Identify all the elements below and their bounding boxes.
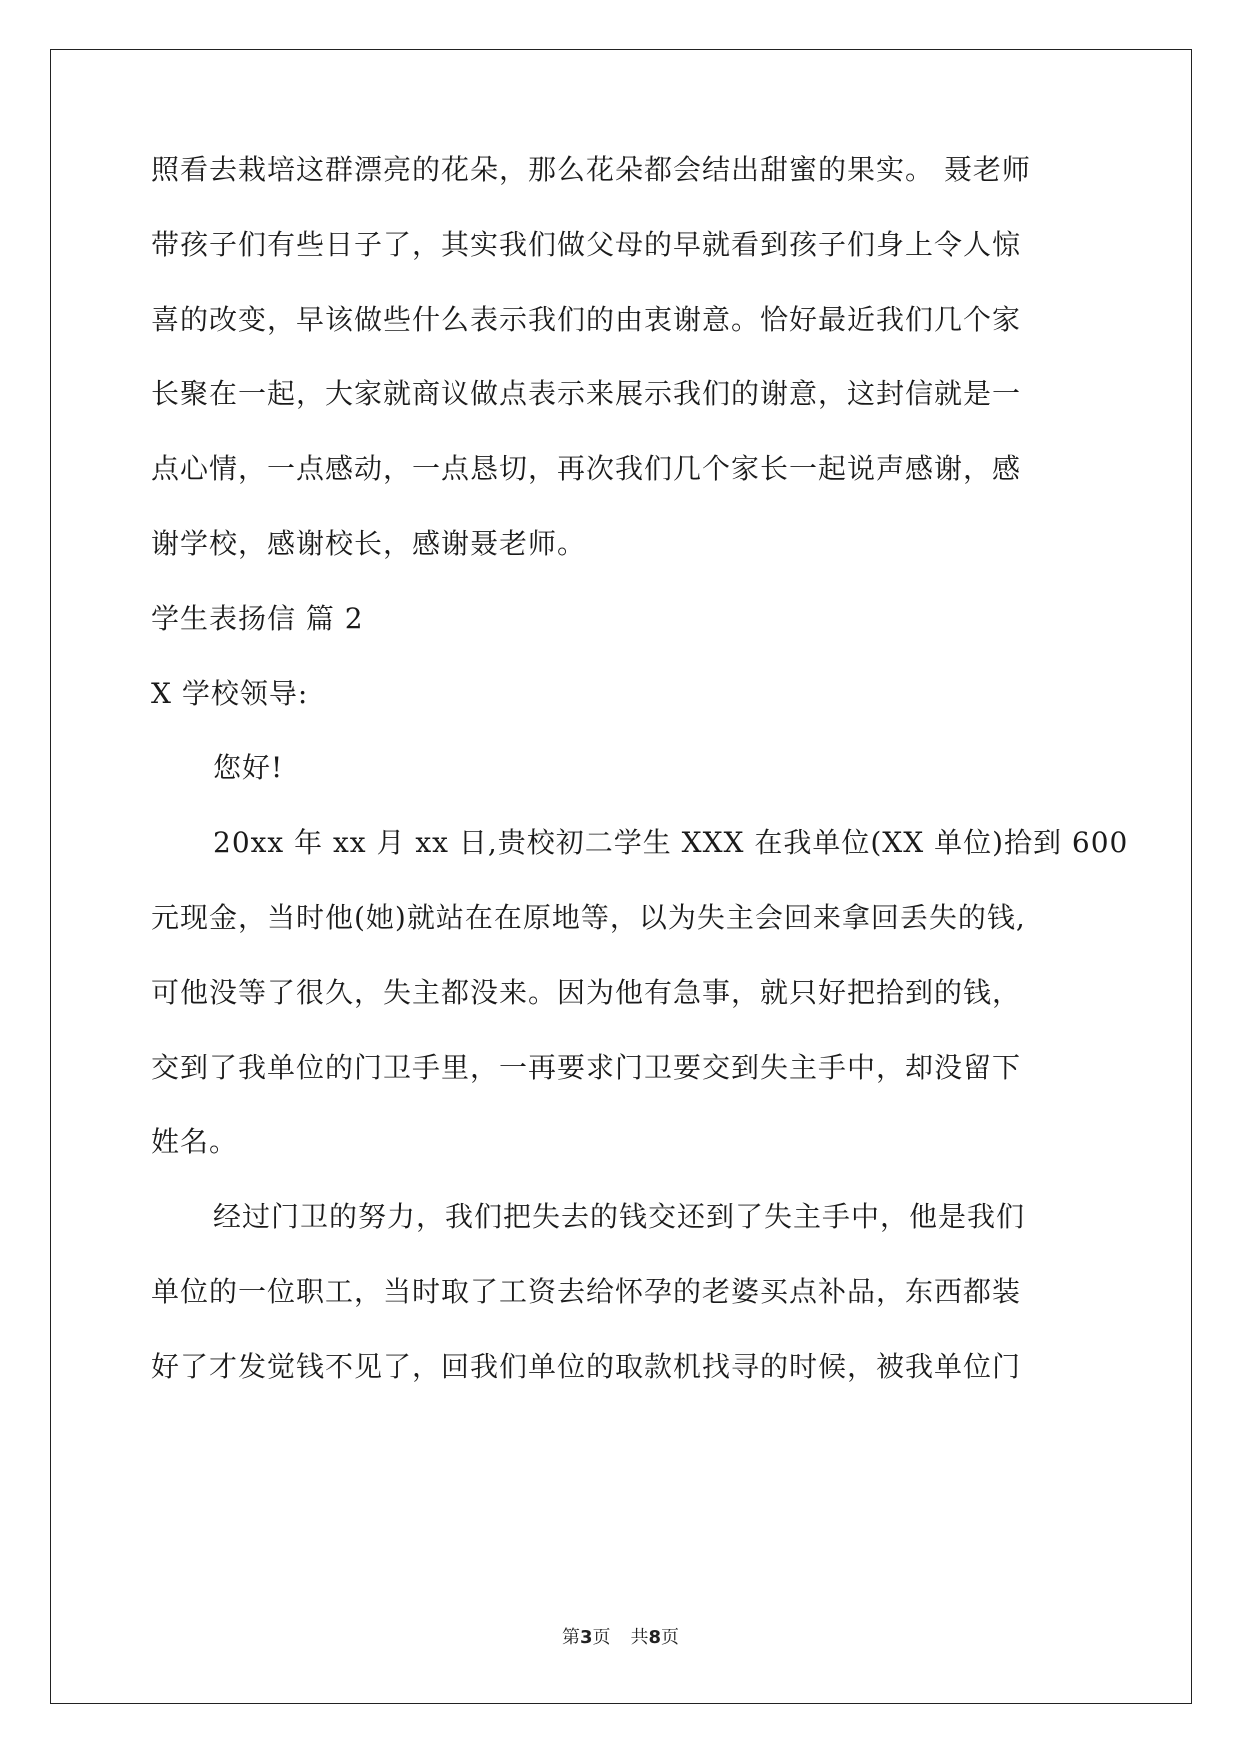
text-line: 喜的改变，早该做些什么表示我们的由衷谢意。恰好最近我们几个家 (151, 303, 1022, 336)
total-suffix: 页 (661, 1627, 680, 1648)
text-line: 20xx 年 xx 月 xx 日,贵校初二学生 XXX 在我单位(XX 单位)拾到 600 (213, 826, 1129, 859)
section-heading: 学生表扬信 篇 2 (151, 602, 364, 635)
text-line: 点心情，一点感动，一点恳切，再次我们几个家长一起说声感谢，感 (151, 452, 1022, 485)
text-line: 谢学校，感谢校长，感谢聂老师。 (151, 527, 587, 560)
text-line: 元现金，当时他(她)就站在在原地等，以为失主会回来拿回丢失的钱, (151, 901, 1026, 934)
text-line: 单位的一位职工，当时取了工资去给怀孕的老婆买点补品，东西都装 (151, 1275, 1022, 1308)
text-line: 好了才发觉钱不见了，回我们单位的取款机找寻的时候，被我单位门 (151, 1350, 1022, 1383)
total-prefix: 共 (630, 1627, 649, 1648)
footer-prefix: 第 (561, 1627, 580, 1648)
salutation: X 学校领导: (151, 677, 309, 710)
text-line: 姓名。 (151, 1125, 239, 1158)
page-suffix: 页 (592, 1627, 611, 1648)
text-line: 经过门卫的努力，我们把失去的钱交还到了失主手中，他是我们 (213, 1200, 1026, 1233)
page-border (50, 49, 1192, 1704)
text-line: 可他没等了很久，失主都没来。因为他有急事，就只好把拾到的钱， (151, 976, 1022, 1009)
text-line: 带孩子们有些日子了，其实我们做父母的早就看到孩子们身上令人惊 (151, 228, 1022, 261)
text-line: 长聚在一起，大家就商议做点表示来展示我们的谢意，这封信就是一 (151, 377, 1022, 410)
total-pages: 8 (648, 1627, 662, 1648)
page-number: 3 (579, 1627, 593, 1648)
greeting: 您好! (213, 751, 284, 784)
page-footer (0, 1626, 1241, 1650)
text-line: 照看去栽培这群漂亮的花朵，那么花朵都会结出甜蜜的果实。 聂老师 (151, 153, 1031, 186)
text-line: 交到了我单位的门卫手里，一再要求门卫要交到失主手中，却没留下 (151, 1051, 1022, 1084)
